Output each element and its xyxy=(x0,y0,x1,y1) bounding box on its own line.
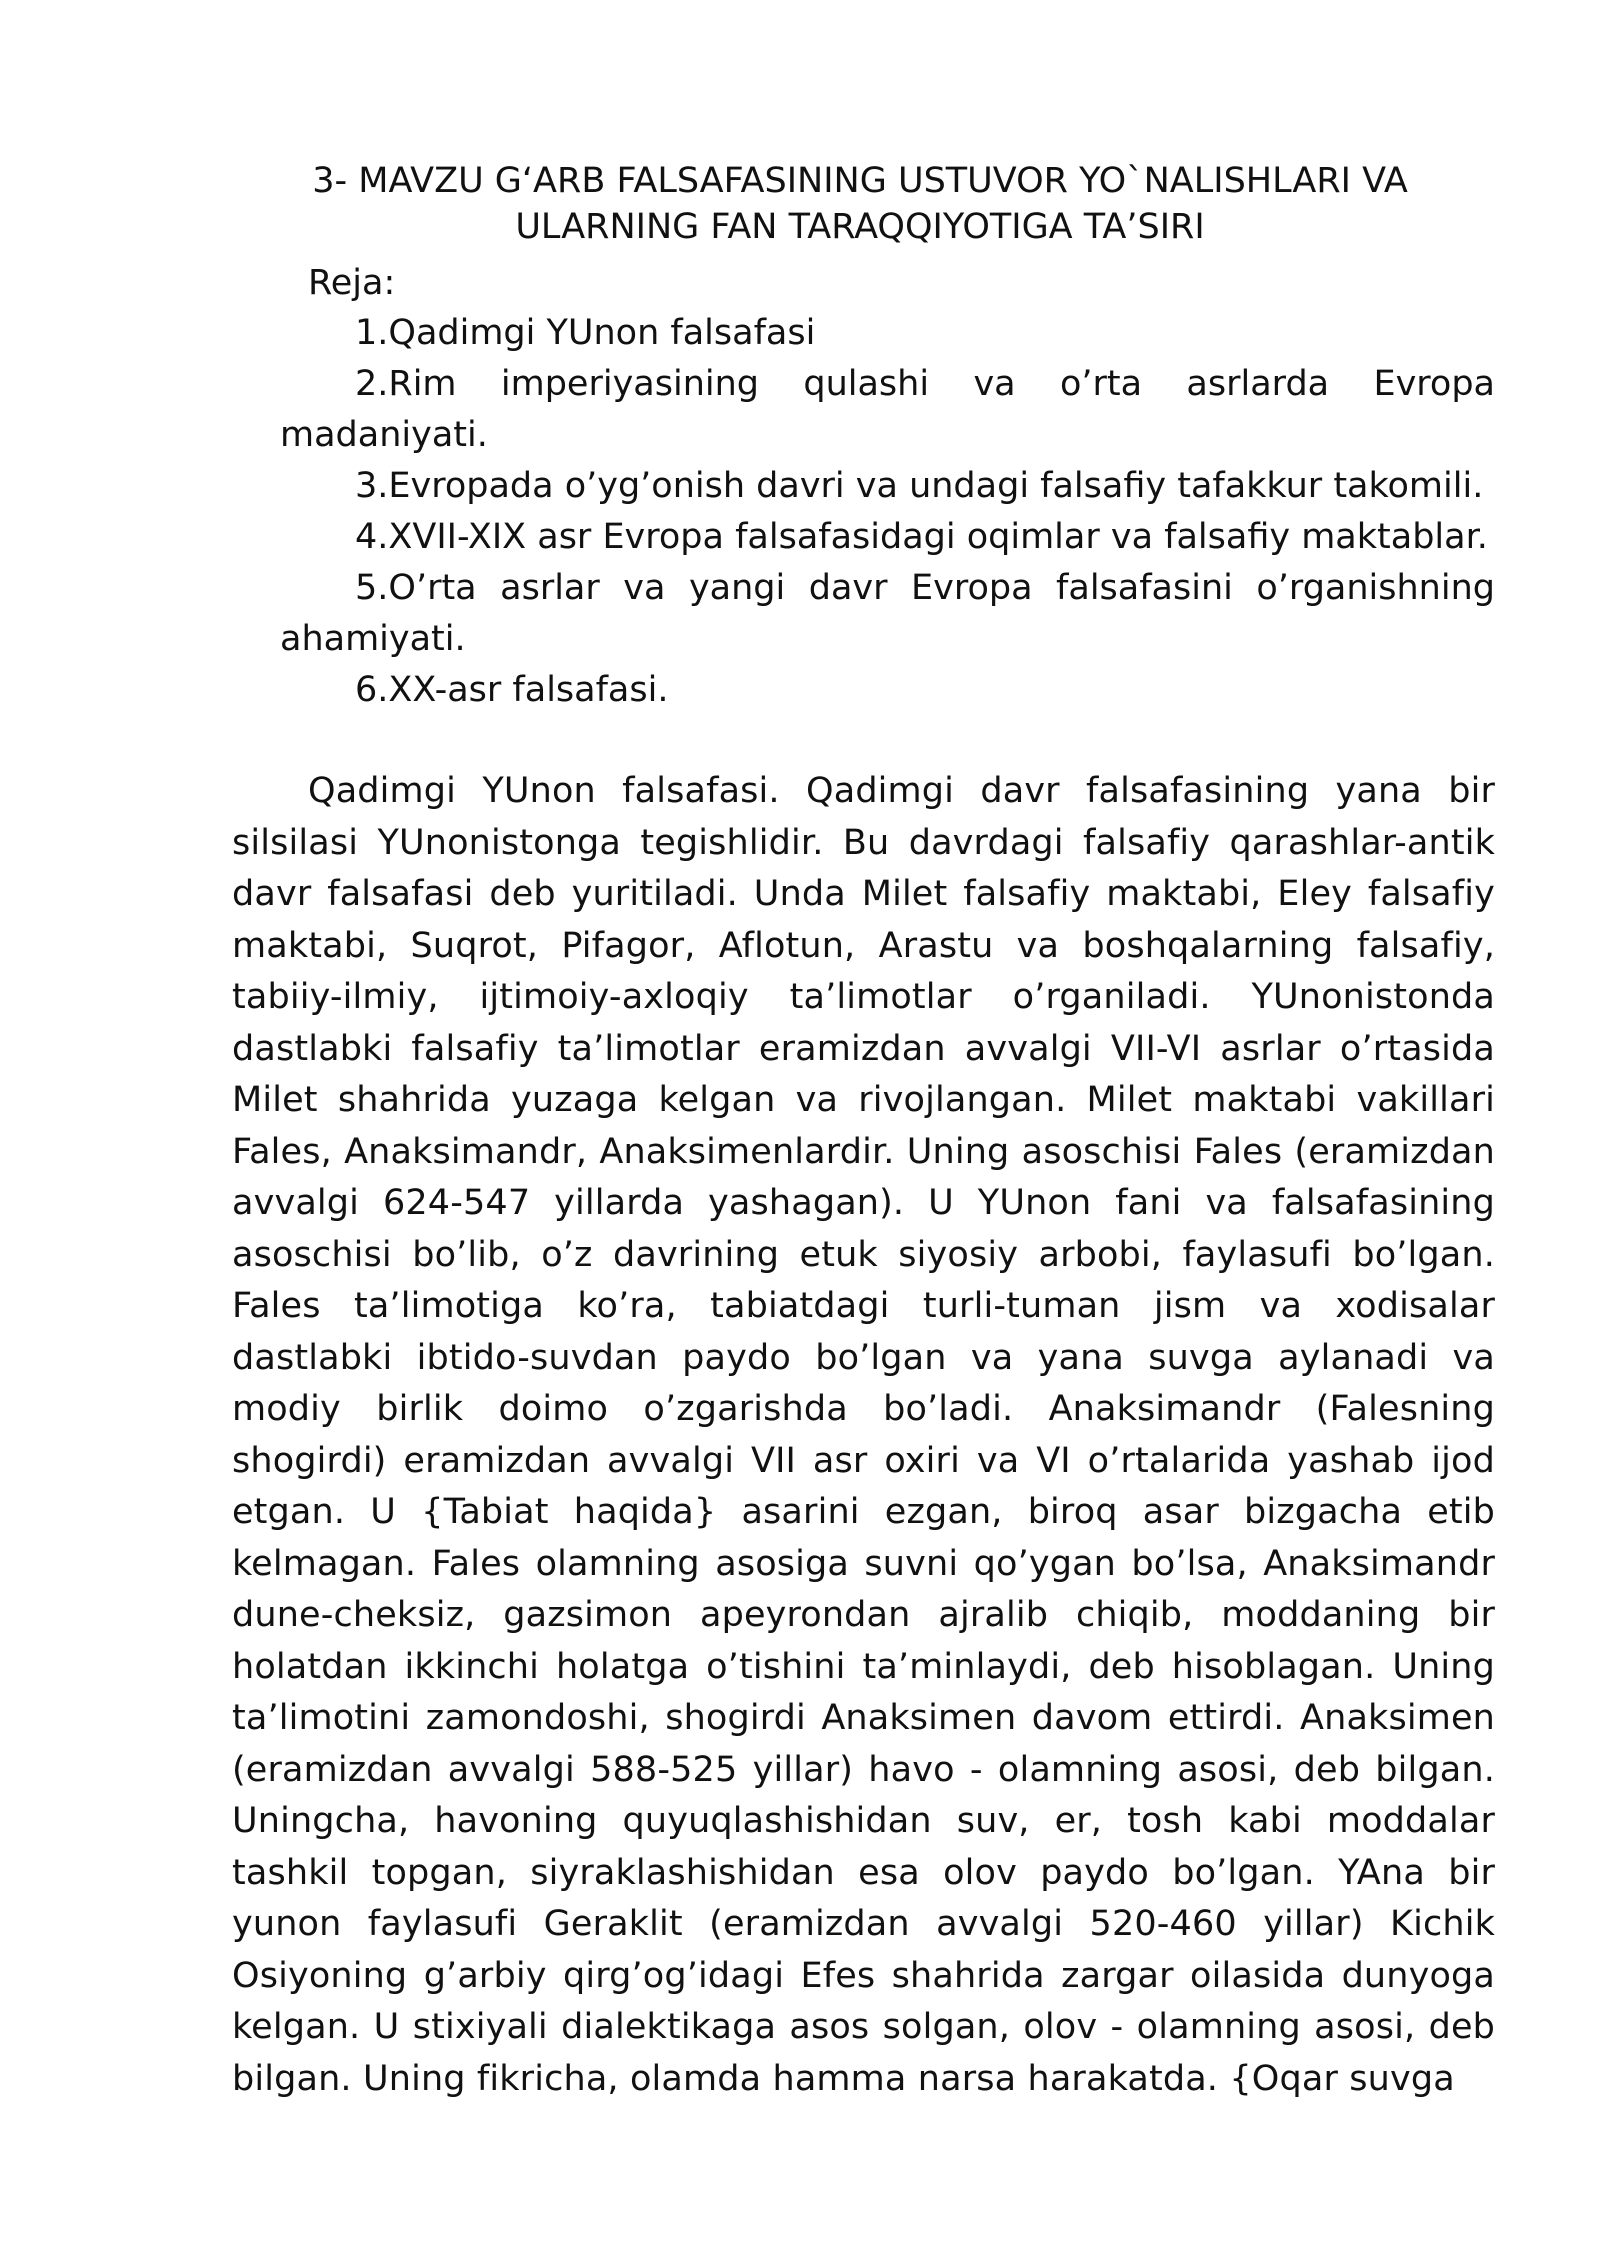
plan-item: 6.XX-asr falsafasi. xyxy=(355,670,669,710)
plan-item: 2.Rim imperiyasining qulashi va o’rta asrlarda Evropa madaniyati. xyxy=(280,364,1495,455)
plan-list xyxy=(280,308,1495,716)
document-title xyxy=(230,158,1490,250)
title-line-1: 3- MAVZU G‘ARB FALSAFASINING USTUVOR YO`NALISHLARI VA xyxy=(312,161,1408,201)
plan-item: 3.Evropada o’yg’onish davri va undagi falsafiy tafakkur takomili. xyxy=(355,466,1484,506)
plan-item: 4.XVII-XIX asr Evropa falsafasidagi oqimlar va falsafiy maktablar. xyxy=(355,517,1488,557)
plan-heading: Reja: xyxy=(308,263,396,303)
title-line-2: ULARNING FAN TARAQQIYOTIGA TA’SIRI xyxy=(515,207,1205,247)
plan-item: 5.O’rta asrlar va yangi davr Evropa falsafasini o’rganishning ahamiyati. xyxy=(280,568,1495,659)
plan-item: 1.Qadimgi YUnon falsafasi xyxy=(355,313,816,353)
body-paragraph: Qadimgi YUnon falsafasi. Qadimgi davr falsafasining yana bir silsilasi YUnonistonga tegishlidir. Bu davrdagi falsafiy qarashlar-antik davr falsafasi deb yuritiladi. Unda Milet falsafiy maktabi, Eley falsafiy maktabi, Suqrot, Pifagor, Aflotun, Arastu va boshqalarning falsafiy, tabiiy-ilmiy, ijtimoiy-axloqiy ta’limotlar o’rganiladi. YUnonistonda dastlabki falsafiy ta’limotlar eramizdan avvalgi VII-VI asrlar o’rtasida Milet shahrida yuzaga kelgan va rivojlangan. Milet maktabi vakillari Fales, Anaksimandr, Anaksimenlardir. Uning asoschisi Fales (eramizdan avvalgi 624-547 yillarda yashagan). U YUnon fani va falsafasining asoschisi bo’lib, o’z davrining etuk siyosiy arbobi, faylasufi bo’lgan. Fales ta’limotiga ko’ra, tabiatdagi turli-tuman jism va xodisalar dastlabki ibtido-suvdan paydo bo’lgan va yana suvga aylanadi va modiy birlik doimo o’zgarishda bo’ladi. Anaksimandr (Falesning shogirdi) eramizdan avvalgi VII asr oxiri va VI o’rtalarida yashab ijod etgan. U {Tabiat haqida} asarini ezgan, biroq asar bizgacha etib kelmagan. Fales olamning asosiga suvni qo’ygan bo’lsa, Anaksimandr dune-cheksiz, gazsimon apeyrondan ajralib chiqib, moddaning bir holatdan ikkinchi holatga o’tishini ta’minlaydi, deb hisoblagan. Uning ta’limotini zamondoshi, shogirdi Anaksimen davom ettirdi. Anaksimen (eramizdan avvalgi 588-525 yillar) havo - olamning asosi, deb bilgan. Uningcha, havoning quyuqlashishidan suv, er, tosh kabi moddalar tashkil topgan, siyraklashishidan esa olov paydo bo’lgan. YAna bir yunon faylasufi Geraklit (eramizdan avvalgi 520-460 yillar) Kichik Osiyoning g’arbiy qirg’og’idagi Efes shahrida zargar oilasida dunyoga kelgan. U stixiyali dialektikaga asos solgan, olov - olamning asosi, deb bilgan. Uning fikricha, olamda hamma narsa harakatda. {Oqar suvga xyxy=(232,771,1495,2099)
